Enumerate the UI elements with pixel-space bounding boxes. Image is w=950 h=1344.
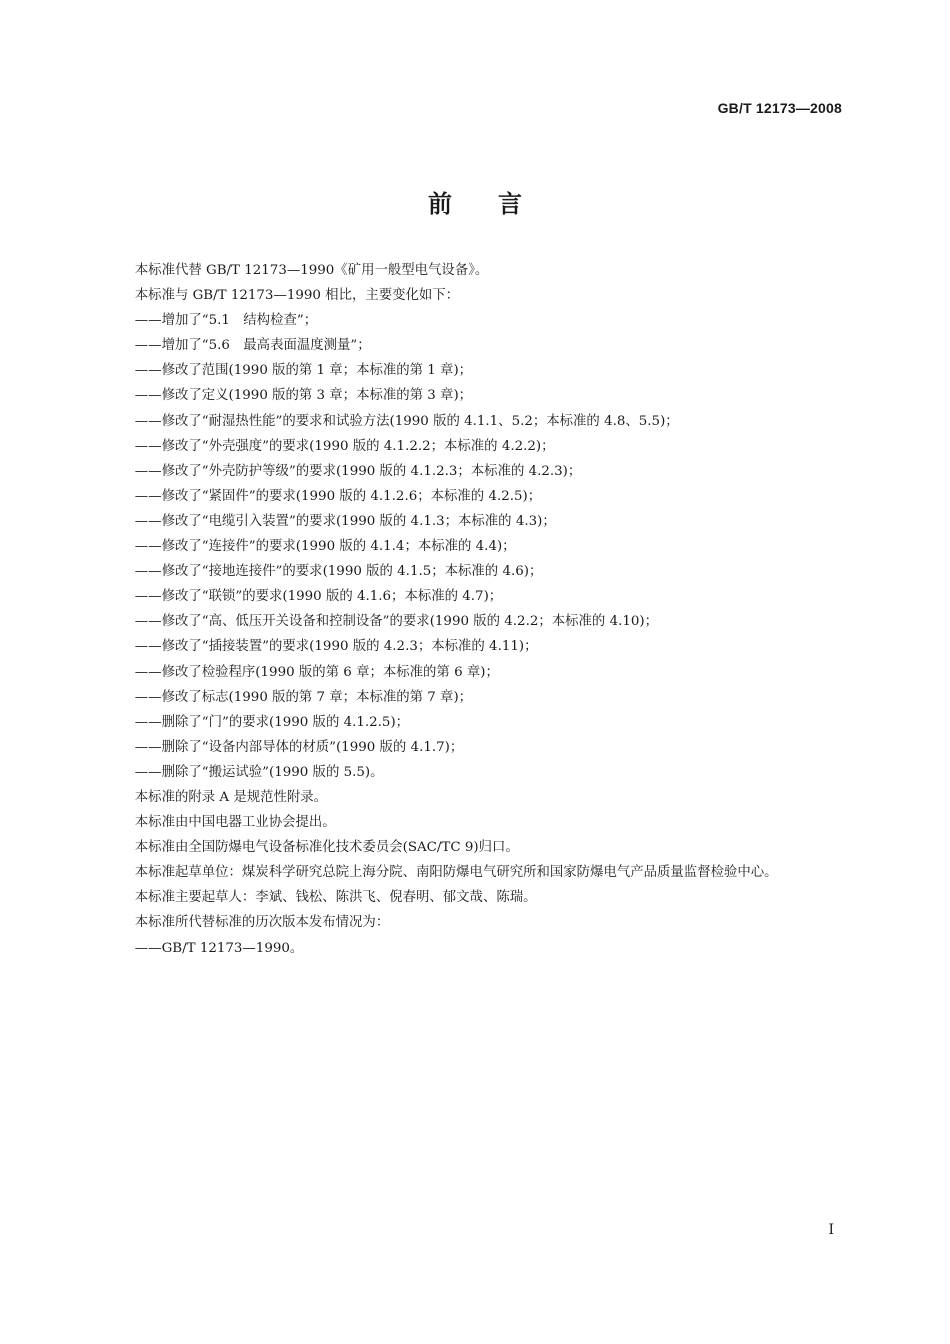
- list-item: ——增加了“5.1 结构检查”；: [134, 313, 318, 329]
- paragraph-annex: 本标准的附录 A 是规范性附录。: [134, 789, 328, 805]
- list-item: ——修改了检验程序(1990 版的第 6 章；本标准的第 6 章)；: [134, 664, 499, 680]
- page-title: 前言: [428, 190, 568, 218]
- list-item: ——增加了“5.6 最高表面温度测量”；: [134, 338, 371, 354]
- list-item: ——修改了定义(1990 版的第 3 章；本标准的第 3 章)；: [134, 388, 473, 404]
- paragraph-changes-intro: 本标准与 GB/T 12173—1990 相比，主要变化如下：: [134, 288, 460, 304]
- list-item: ——修改了“电缆引入装置”的要求(1990 版的 4.1.3；本标准的 4.3)；: [134, 513, 556, 529]
- paragraph-drafters: 本标准主要起草人：李斌、钱松、陈洪飞、倪春明、郁文哉、陈瑞。: [134, 890, 537, 906]
- list-item: ——修改了“联锁”的要求(1990 版的 4.1.6；本标准的 4.7)；: [134, 589, 503, 605]
- paragraph-drafting-units: 本标准起草单位：煤炭科学研究总院上海分院、南阳防爆电气研究所和国家防爆电气产品质量监督检验中心。: [134, 865, 778, 881]
- paragraph-history-intro: 本标准所代替标准的历次版本发布情况为：: [134, 915, 390, 931]
- paragraph-committee: 本标准由全国防爆电气设备标准化技术委员会(SAC/TC 9)归口。: [134, 840, 519, 856]
- list-item: ——修改了“外壳防护等级”的要求(1990 版的 4.1.2.3；本标准的 4.2.3)；: [134, 463, 582, 479]
- list-item: ——修改了范围(1990 版的第 1 章；本标准的第 1 章)；: [134, 363, 473, 379]
- preface-body: [108, 258, 842, 961]
- list-item: ——修改了“插接装置”的要求(1990 版的 4.2.3；本标准的 4.11)；: [134, 639, 538, 655]
- standard-number: GB/T 12173—2008: [717, 100, 842, 116]
- page-number: I: [828, 1222, 834, 1238]
- list-item: ——删除了“搬运试验”(1990 版的 5.5)。: [134, 764, 384, 780]
- list-item: ——删除了“门”的要求(1990 版的 4.1.2.5)；: [134, 714, 410, 730]
- list-item: ——修改了“外壳强度”的要求(1990 版的 4.1.2.2；本标准的 4.2.2)；: [134, 438, 555, 454]
- paragraph-replaces: 本标准代替 GB/T 12173—1990《矿用一般型电气设备》。: [134, 263, 489, 278]
- list-item: ——修改了“接地连接件”的要求(1990 版的 4.1.5；本标准的 4.6)；: [134, 564, 543, 580]
- list-item: ——修改了标志(1990 版的第 7 章；本标准的第 7 章)；: [134, 689, 473, 705]
- list-item: ——修改了“耐湿热性能”的要求和试验方法(1990 版的 4.1.1、5.2；本标准的 4.8、5.5)；: [134, 413, 679, 429]
- list-item: ——修改了“高、低压开关设备和控制设备”的要求(1990 版的 4.2.2；本标准的 4.10)；: [134, 614, 658, 630]
- list-item: ——GB/T 12173—1990。: [134, 940, 304, 956]
- list-item: ——删除了“设备内部导体的材质”(1990 版的 4.1.7)；: [134, 739, 464, 755]
- list-item: ——修改了“紧固件”的要求(1990 版的 4.1.2.6；本标准的 4.2.5)；: [134, 488, 542, 504]
- list-item: ——修改了“连接件”的要求(1990 版的 4.1.4；本标准的 4.4)；: [134, 539, 516, 555]
- paragraph-proposer: 本标准由中国电器工业协会提出。: [134, 815, 336, 831]
